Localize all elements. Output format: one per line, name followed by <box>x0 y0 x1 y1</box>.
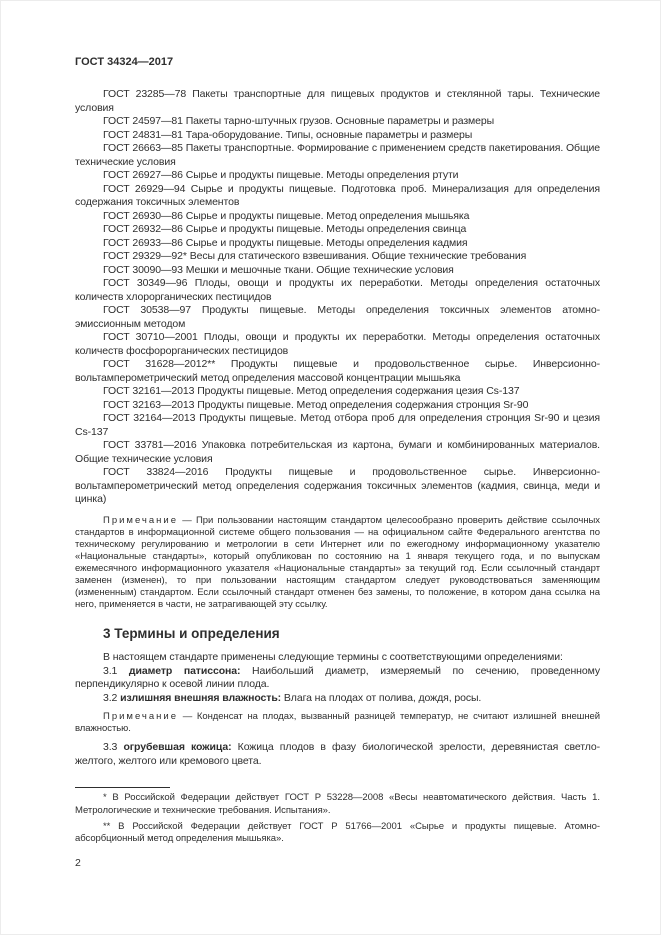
term-definition <box>75 692 600 706</box>
normative-references-list <box>75 88 600 507</box>
section-heading-terms: 3 Термины и определения <box>103 626 280 642</box>
reference-item: ГОСТ 30710—2001 Плоды, овощи и продукты их переработки. Методы определения остаточных количеств фосфорорганических пестицидов <box>75 331 600 357</box>
term-note <box>75 711 600 735</box>
reference-item: ГОСТ 24597—81 Пакеты тарно-штучных грузов. Основные параметры и размеры <box>103 115 495 127</box>
reference-item: ГОСТ 24831—81 Тара-оборудование. Типы, основные параметры и размеры <box>103 128 473 141</box>
term-definition <box>75 741 600 768</box>
footnote-divider <box>75 787 170 788</box>
reference-item: ГОСТ 31628—2012** Продукты пищевые и продовольственное сырье. Инверсионно-вольтамперометрический метод определения массовой концентрации мышьяка <box>75 358 600 384</box>
footnote-marker: * <box>103 792 107 804</box>
reference-item: ГОСТ 32164—2013 Продукты пищевые. Метод отбора проб для определения стронция Sr-90 и цезия Cs-137 <box>75 412 600 438</box>
term-number: 3.1 <box>103 664 118 677</box>
footnote <box>75 821 600 846</box>
note-label: Примечание <box>103 514 178 526</box>
reference-item: ГОСТ 26930—86 Сырье и продукты пищевые. Метод определения мышьяка <box>103 209 470 222</box>
note-label: Примечание <box>103 711 178 723</box>
reference-item: ГОСТ 26927—86 Сырье и продукты пищевые. Методы определения ртути <box>103 169 459 181</box>
note-text: — Конденсат на плодах, вызванный разницей температур, не считают излишней внешней влажностью. <box>75 711 601 735</box>
footnote-marker: ** <box>103 821 111 833</box>
term-text: Наибольший диаметр, измеряемый по сечению, проведенному перпендикулярно к осевой линии плода. <box>75 664 600 691</box>
reference-item: ГОСТ 33781—2016 Упаковка потребительская из картона, бумаги и комбинированных материалов. Общие технические условия <box>75 439 600 465</box>
terms-intro: В настоящем стандарте применены следующие термины с соответствующими определениями: <box>103 651 563 664</box>
page-number: 2 <box>75 856 81 869</box>
term-number: 3.2 <box>103 691 118 704</box>
reference-item: ГОСТ 32163—2013 Продукты пищевые. Метод определения содержания стронция Sr-90 <box>103 398 529 411</box>
references-note <box>75 515 600 612</box>
reference-item: ГОСТ 29329—92* Весы для статического взвешивания. Общие технические требования <box>103 250 527 262</box>
reference-item: ГОСТ 26932—86 Сырье и продукты пищевые. Методы определения свинца <box>103 223 467 235</box>
reference-item: ГОСТ 30090—93 Мешки и мешочные ткани. Общие технические условия <box>103 263 454 276</box>
footnote-text: В Российской Федерации действует ГОСТ Р 53228—2008 «Весы неавтоматического действия. Часть 1. Метрологические и технические требования. Испытания». <box>75 792 601 816</box>
footnotes-block <box>75 787 600 845</box>
footnote <box>75 792 600 817</box>
term-name: излишняя внешняя влажность: <box>120 691 282 704</box>
reference-item: ГОСТ 33824—2016 Продукты пищевые и продовольственное сырье. Инверсионно-вольтамперометрический метод определения содержания токсичных элементов (кадмия, свинца, меди и цинка) <box>75 466 600 505</box>
term-number: 3.3 <box>103 741 118 754</box>
reference-item: ГОСТ 26933—86 Сырье и продукты пищевые. Методы определения кадмия <box>103 236 468 249</box>
term-text: Влага на плодах от полива, дождя, росы. <box>283 691 482 704</box>
reference-item: ГОСТ 30538—97 Продукты пищевые. Методы определения токсичных элементов атомно-эмиссионным методом <box>75 304 600 330</box>
reference-item: ГОСТ 23285—78 Пакеты транспортные для пищевых продуктов и стеклянной тары. Технические условия <box>75 88 600 114</box>
note-text: — При пользовании настоящим стандартом целесообразно проверить действие ссылочных стандартов в информационной системе общего пользования — на официальном сайте Федерального агентства по техническому регулированию и метрологии в сети Интернет или по ежегодному информационному указателю «Национальные стандарты», который опубликован по состоянию на 1 января текущего года, и по выпускам ежемесячного информационного указателя «Национальные стандарты» за текущий год. Если ссылочный стандарт заменен (изменен), то при пользовании настоящим стандартом следует руководствоваться заменяющим (измененным) стандартом. Если ссылочный стандарт отменен без замены, то положение, в котором дана ссылка на него, применяется в части, не затрагивающей эту ссылку. <box>75 514 601 611</box>
term-text: Кожица плодов в фазу биологической зрелости, деревянистая светло-желтого, желтого или кремового цвета. <box>75 741 601 767</box>
reference-item: ГОСТ 32161—2013 Продукты пищевые. Метод определения содержания цезия Cs-137 <box>103 385 520 397</box>
standard-designation: ГОСТ 34324—2017 <box>75 56 174 68</box>
reference-item: ГОСТ 26929—94 Сырье и продукты пищевые. Подготовка проб. Минерализация для определения содержания токсичных элементов <box>75 182 600 208</box>
reference-item: ГОСТ 26663—85 Пакеты транспортные. Формирование с применением средств пакетирования. Общие технические условия <box>75 142 600 168</box>
term-definition <box>75 665 600 692</box>
reference-item: ГОСТ 30349—96 Плоды, овощи и продукты их переработки. Методы определения остаточных количеств хлорорганических пестицидов <box>75 277 600 303</box>
footnote-text: В Российской Федерации действует ГОСТ Р 51766—2001 «Сырье и продукты пищевые. Атомно-абсорбционный метод определения мышьяка». <box>75 821 600 845</box>
term-name: огрубевшая кожица: <box>123 741 232 754</box>
term-name: диаметр патиссона: <box>128 664 241 677</box>
